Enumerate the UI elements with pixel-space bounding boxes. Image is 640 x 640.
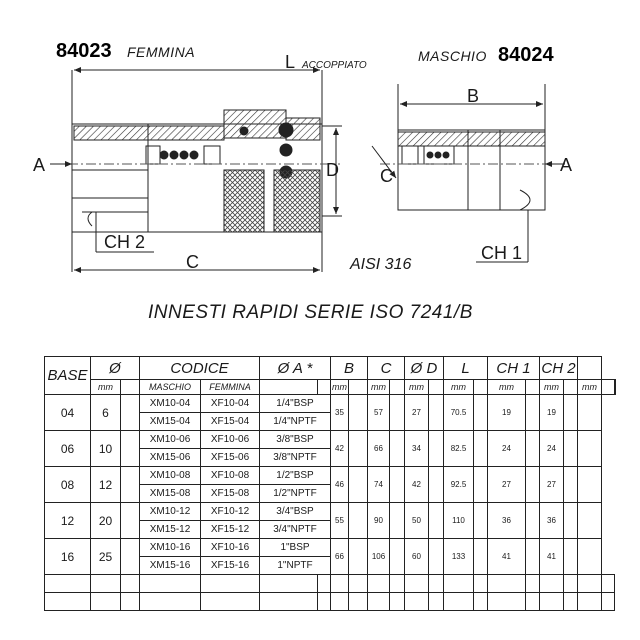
subheader-mm: mm (331, 380, 349, 395)
dim-D-label: D (326, 160, 339, 180)
cell-empty (318, 575, 331, 593)
cell-empty (540, 575, 564, 593)
cell-empty (474, 503, 488, 539)
cell-empty (121, 431, 140, 467)
cell-empty (488, 593, 526, 611)
subheader-mm: mm (488, 380, 526, 395)
cell-maschio-code: XM10-08 (140, 467, 201, 485)
cell-empty (526, 575, 540, 593)
cell-ch2: 36 (540, 503, 564, 539)
subheader-mm: mm (578, 380, 602, 395)
cell-l: 92.5 (444, 467, 474, 503)
cell-empty (121, 593, 140, 611)
cell-ch1: 19 (488, 395, 526, 431)
cell-ch2: 27 (540, 467, 564, 503)
cell-empty (91, 575, 121, 593)
cell-empty (429, 503, 444, 539)
subheader-mm: mm (540, 380, 564, 395)
cell-empty (140, 593, 201, 611)
cell-ch2: 19 (540, 395, 564, 431)
cell-empty (474, 593, 488, 611)
cell-empty (349, 503, 368, 539)
header-od: Ø D (405, 357, 444, 380)
cell-thread: 1/4"NPTF (260, 413, 331, 431)
cell-empty (318, 593, 331, 611)
cell-femmina-code: XF10-08 (201, 467, 260, 485)
cell-empty (405, 593, 429, 611)
cell-diameter: 12 (91, 467, 121, 503)
cell-empty (564, 467, 578, 503)
table-row (45, 395, 616, 413)
cell-empty (578, 395, 602, 431)
header-diameter: Ø (91, 357, 140, 380)
cell-empty (368, 575, 390, 593)
left-product-label: FEMMINA (127, 44, 196, 60)
dim-B-label: B (467, 86, 480, 106)
cell-thread: 3/8"NPTF (260, 449, 331, 467)
cell-base: 08 (45, 467, 91, 503)
cell-diameter: 25 (91, 539, 121, 575)
cell-empty (488, 575, 526, 593)
table-row (45, 467, 616, 485)
header-ch2: CH 2 (540, 357, 578, 380)
cell-empty (390, 593, 405, 611)
cell-empty (349, 431, 368, 467)
cell-thread: 1"BSP (260, 539, 331, 557)
cell-ch2: 24 (540, 431, 564, 467)
cell-thread: 1"NPTF (260, 557, 331, 575)
cell-empty (390, 575, 405, 593)
cell-l: 133 (444, 539, 474, 575)
cell-femmina-code: XF15-16 (201, 557, 260, 575)
cell-empty (474, 431, 488, 467)
cell-empty (429, 593, 444, 611)
cell-c: 106 (368, 539, 390, 575)
cell-empty (526, 431, 540, 467)
cell-empty (349, 593, 368, 611)
cell-d: 42 (405, 467, 429, 503)
cell-femmina-code: XF10-04 (201, 395, 260, 413)
cell-ch2: 41 (540, 539, 564, 575)
cell-l: 70.5 (444, 395, 474, 431)
cell-empty (349, 539, 368, 575)
cell-empty (526, 467, 540, 503)
subheader-mm: mm (91, 380, 121, 395)
cell-empty (578, 503, 602, 539)
cell-empty (578, 467, 602, 503)
header-c: C (368, 357, 405, 380)
cell-empty (474, 539, 488, 575)
cell-maschio-code: XM10-04 (140, 395, 201, 413)
header-l: L (444, 357, 488, 380)
dim-A-right-label: A (560, 155, 573, 175)
cell-empty (578, 539, 602, 575)
cell-empty (429, 395, 444, 431)
cell-empty (390, 395, 405, 431)
table-header-row (45, 357, 616, 380)
cell-empty (429, 431, 444, 467)
subheader-mm: mm (444, 380, 474, 395)
cell-thread: 3/8"BSP (260, 431, 331, 449)
cell-c: 66 (368, 431, 390, 467)
female-coupling-drawing (50, 70, 342, 272)
cell-thread: 3/4"NPTF (260, 521, 331, 539)
cell-empty (349, 575, 368, 593)
subheader-maschio: MASCHIO (140, 380, 201, 395)
subheader-femmina: FEMMINA (201, 380, 260, 395)
cell-b: 35 (331, 395, 349, 431)
cell-empty (349, 395, 368, 431)
table-row-empty (45, 575, 616, 593)
male-coupling-drawing (372, 84, 565, 262)
series-title: INNESTI RAPIDI SERIE ISO 7241/B (148, 302, 473, 323)
cell-empty (474, 575, 488, 593)
header-ch1: CH 1 (488, 357, 540, 380)
cell-empty (526, 539, 540, 575)
left-product-code: 84023 (56, 40, 112, 62)
cell-d: 27 (405, 395, 429, 431)
cell-empty (121, 503, 140, 539)
cell-empty (121, 575, 140, 593)
table-row-empty (45, 593, 616, 611)
cell-maschio-code: XM15-16 (140, 557, 201, 575)
cell-empty (602, 593, 615, 611)
subheader-mm: mm (368, 380, 390, 395)
cell-ch1: 24 (488, 431, 526, 467)
cell-empty (602, 575, 615, 593)
cell-empty (564, 431, 578, 467)
cell-empty (45, 593, 91, 611)
cell-base: 16 (45, 539, 91, 575)
cell-c: 57 (368, 395, 390, 431)
cell-empty (526, 503, 540, 539)
cell-empty (368, 593, 390, 611)
cell-empty (578, 431, 602, 467)
cell-empty (331, 575, 349, 593)
cell-maschio-code: XM15-12 (140, 521, 201, 539)
cell-b: 42 (331, 431, 349, 467)
cell-maschio-code: XM15-04 (140, 413, 201, 431)
cell-empty (121, 467, 140, 503)
table-row (45, 503, 616, 521)
cell-empty (429, 575, 444, 593)
dim-L-label: L (285, 52, 296, 72)
cell-maschio-code: XM10-12 (140, 503, 201, 521)
cell-empty (201, 593, 260, 611)
cell-thread: 1/4"BSP (260, 395, 331, 413)
cell-empty (140, 575, 201, 593)
cell-empty (429, 467, 444, 503)
cell-diameter: 20 (91, 503, 121, 539)
cell-empty (260, 575, 318, 593)
dim-C-left-label: C (186, 252, 199, 272)
cell-empty (564, 395, 578, 431)
cell-empty (45, 575, 91, 593)
dim-CH1-label: CH 1 (481, 243, 523, 263)
cell-empty (390, 431, 405, 467)
cell-empty (474, 395, 488, 431)
cell-maschio-code: XM10-06 (140, 431, 201, 449)
cell-empty (331, 593, 349, 611)
cell-empty (578, 593, 602, 611)
spec-table (44, 356, 616, 611)
cell-empty (564, 593, 578, 611)
header-base: BASE (45, 357, 91, 395)
cell-base: 12 (45, 503, 91, 539)
cell-femmina-code: XF15-04 (201, 413, 260, 431)
cell-empty (121, 395, 140, 431)
cell-thread: 1/2"BSP (260, 467, 331, 485)
cell-empty (564, 503, 578, 539)
cell-femmina-code: XF10-12 (201, 503, 260, 521)
cell-empty (564, 539, 578, 575)
cell-femmina-code: XF15-06 (201, 449, 260, 467)
cell-diameter: 6 (91, 395, 121, 431)
cell-thread: 1/2"NPTF (260, 485, 331, 503)
cell-d: 34 (405, 431, 429, 467)
cell-femmina-code: XF10-06 (201, 431, 260, 449)
table-subheader-row (45, 380, 616, 395)
cell-empty (405, 575, 429, 593)
cell-base: 04 (45, 395, 91, 431)
cell-empty (474, 467, 488, 503)
cell-l: 110 (444, 503, 474, 539)
cell-maschio-code: XM15-06 (140, 449, 201, 467)
right-product-code: 84024 (498, 44, 554, 66)
subheader-mm: mm (405, 380, 429, 395)
cell-empty (121, 539, 140, 575)
cell-empty (260, 593, 318, 611)
cell-d: 60 (405, 539, 429, 575)
dim-CH2-label: CH 2 (104, 232, 146, 252)
cell-c: 74 (368, 467, 390, 503)
cell-maschio-code: XM10-16 (140, 539, 201, 557)
cell-b: 66 (331, 539, 349, 575)
dim-C-right-label: C (380, 166, 393, 186)
material-label: AISI 316 (350, 256, 412, 273)
cell-empty (390, 503, 405, 539)
dim-L-sublabel: ACCOPPIATO (302, 60, 367, 71)
cell-maschio-code: XM15-08 (140, 485, 201, 503)
cell-c: 90 (368, 503, 390, 539)
right-product-label: MASCHIO (418, 48, 487, 64)
cell-d: 50 (405, 503, 429, 539)
cell-b: 46 (331, 467, 349, 503)
cell-empty (526, 395, 540, 431)
cell-b: 55 (331, 503, 349, 539)
cell-empty (444, 575, 474, 593)
cell-ch1: 27 (488, 467, 526, 503)
cell-empty (349, 467, 368, 503)
table-row (45, 539, 616, 557)
technical-drawing (0, 0, 640, 290)
cell-empty (540, 593, 564, 611)
cell-femmina-code: XF10-16 (201, 539, 260, 557)
cell-femmina-code: XF15-08 (201, 485, 260, 503)
cell-base: 06 (45, 431, 91, 467)
cell-empty (201, 575, 260, 593)
header-codice: CODICE (140, 357, 260, 380)
cell-empty (526, 593, 540, 611)
header-oa: Ø A * (260, 357, 331, 380)
cell-femmina-code: XF15-12 (201, 521, 260, 539)
cell-empty (390, 539, 405, 575)
dim-A-left-label: A (33, 155, 46, 175)
cell-empty (91, 593, 121, 611)
table-row (45, 431, 616, 449)
cell-diameter: 10 (91, 431, 121, 467)
cell-empty (390, 467, 405, 503)
cell-thread: 3/4"BSP (260, 503, 331, 521)
table-body (45, 395, 616, 611)
cell-empty (429, 539, 444, 575)
cell-empty (564, 575, 578, 593)
cell-ch1: 41 (488, 539, 526, 575)
cell-ch1: 36 (488, 503, 526, 539)
cell-l: 82.5 (444, 431, 474, 467)
cell-empty (444, 593, 474, 611)
header-b: B (331, 357, 368, 380)
cell-empty (578, 575, 602, 593)
